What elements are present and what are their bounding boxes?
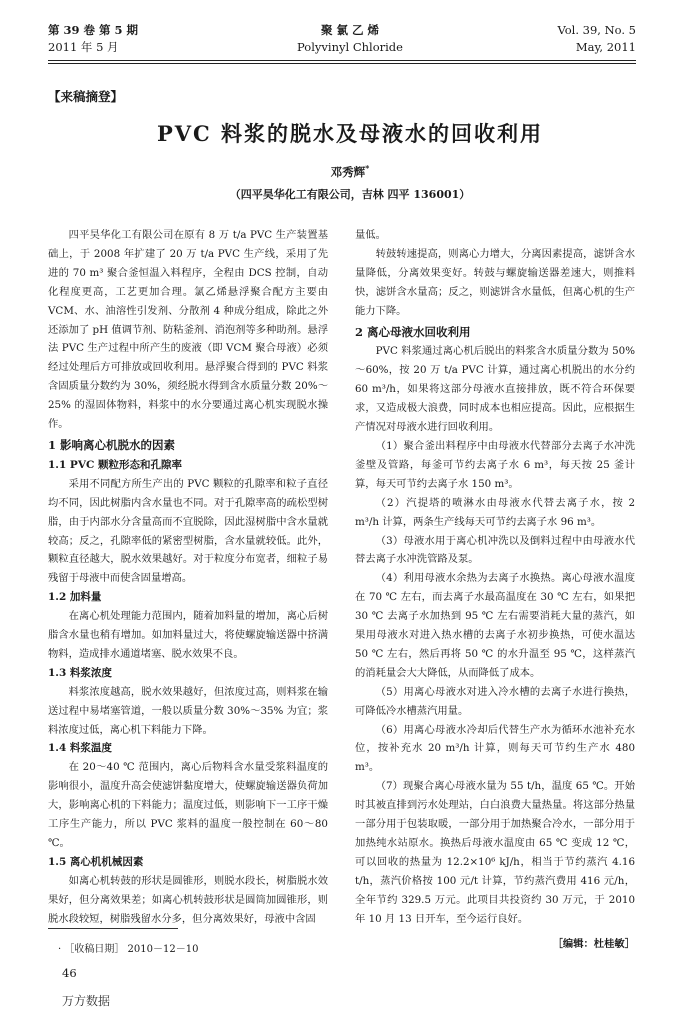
- heading-1-2: 1.2 加料量: [48, 591, 102, 604]
- author-mark: *: [365, 163, 370, 173]
- wanfang-watermark: 万方数据: [62, 994, 111, 1008]
- list-item-4: （4）利用母液水余热为去离子水换热。离心母液水温度在 70 ℃ 左右，而去离子水最高温度在 30 ℃ 左右，如果把 30 ℃ 去离子水加热到 95 ℃ 左右需要消耗大量的蒸汽，如果用母液水对进入热水槽的去离子水初步换热，可使水温达 50 ℃ 左右，然后再将 50 ℃ 的水升温至 95 ℃，这样蒸汽的消耗量会大大降低，从而降低了成本。: [355, 572, 635, 679]
- paragraph-1-5: 如离心机转鼓的形状是圆锥形，则脱水段长，树脂脱水效果好，但分离效果差；如离心机转鼓形状是圆筒加圆锥形，则脱水段较短，树脂残留水分多，但分离效果好，母液中含固: [48, 874, 328, 925]
- editor-credit: ［编辑：杜桂敏］: [552, 937, 635, 950]
- header-volume-cn: 第 39 卷 第 5 期: [48, 23, 139, 37]
- page-number: 46: [62, 966, 77, 980]
- heading-1: 1 影响离心机脱水的因素: [48, 437, 176, 452]
- header-date-en: May, 2011: [575, 40, 636, 54]
- intro-paragraph: 四平昊华化工有限公司在原有 8 万 t/a PVC 生产装置基础上，于 2008 年扩建了 20 万 t/a PVC 生产线，采用了先进的 70 m³ 聚合釜恒温入料程序，全程由 DCS 控制，自动化程度更高，工艺更加合理。氯乙烯悬浮聚合配方主要由 VCM、水、油溶性引发剂、分散剂 4 种成分组成，除此之外还添加了 pH 值调节剂、防粘釜剂、消泡剂等多种助剂。悬浮法 PVC 生产过程中所产生的废液（即 VCM 聚合母液）必须经过处理后方可排放或回收利用。悬浮聚合得到的 PVC 料浆含固质量分数约为 30%，须经脱水得到含水质量分数 20%～25% 的湿固体物料，料浆中的水分要通过离心机实现脱水操作。: [48, 229, 328, 431]
- right-column: [355, 226, 635, 953]
- paragraph-2-intro: PVC 料浆通过离心机后脱出的料浆含水质量分数为 50%～60%，按 20 万 t/a PVC 计算，通过离心机脱出的水分约 60 m³/h，如果将这部分母液水直接排放，既不符合环保要求，又造成极大浪费，同时成本也相应提高。因此，应根据生产情况对母液水进行回收利用。: [355, 345, 635, 434]
- affiliation: （四平昊华化工有限公司，吉林 四平 136001）: [229, 188, 471, 201]
- paragraph-1-4: 在 20～40 ℃ 范围内，离心后物料含水量受浆料温度的影响很小，温度升高会使滤饼黏度增大，使螺旋输送器负荷加大，影响离心机的下料能力；温度过低，则影响下一工序干燥工序生产能力，所以 PVC 浆料的温度一般控制在 60～80 ℃。: [48, 761, 328, 849]
- header-rule: [48, 60, 636, 61]
- article-title: PVC 料浆的脱水及母液水的回收利用: [156, 121, 544, 146]
- author-name: 邓秀辉: [330, 164, 366, 179]
- heading-1-3: 1.3 料浆浓度: [48, 666, 112, 679]
- footnote-received-date: · ［收稿日期］ 2010－12－10: [58, 944, 199, 955]
- paragraph-1-1: 采用不同配方所生产出的 PVC 颗粒的孔隙率和粒子直径均不同，因此树脂内含水量也不同。对于孔隙率高的疏松型树脂，由于内部水分含量高而不宜脱除，因此湿树脂中含水量就较高；反之，孔隙率低的紧密型树脂，含水量就较低。此外，颗粒直径越大，脱水效果越好。对于粒度分布宽者，细粒子易残留于母液中而使含固量增高。: [48, 477, 328, 585]
- heading-2: 2 离心母液水回收利用: [355, 324, 471, 339]
- paragraph-speed: 转鼓转速提高，则离心力增大，分离因素提高，滤饼含水量降低，分离效果变好。转鼓与螺旋输送器差速大，则推料快，滤饼含水量高；反之，则滤饼含水量低，但离心机的生产能力下降。: [355, 247, 635, 317]
- heading-1-1: 1.1 PVC 颗粒形态和孔隙率: [48, 458, 182, 471]
- header-date-cn: 2011 年 5 月: [48, 40, 119, 54]
- header-journal-cn: 聚 氯 乙 烯: [320, 23, 379, 37]
- list-item-6: （6）用离心母液水冷却后代替生产水为循环水池补充水位，按补充水 20 m³/h 计算，则每天可节约生产水 480 m³。: [355, 723, 635, 774]
- list-item-1: （1）聚合釜出料程序中由母液水代替部分去离子水冲洗釜壁及管路，每釜可节约去离子水 6 m³，每天按 25 釜计算，每天可节约去离子水 150 m³。: [355, 439, 635, 490]
- list-item-3: （3）母液水用于离心机冲洗以及倒料过程中由母液水代替去离子水冲洗管路及泵。: [355, 534, 635, 566]
- header-journal-en: Polyvinyl Chloride: [297, 40, 403, 54]
- continued-text: 量低。: [355, 229, 386, 241]
- list-item-5: （5）用离心母液水对进入冷水槽的去离子水进行换热，可降低冷水槽蒸汽用量。: [355, 685, 635, 717]
- header-rule-thin: [48, 63, 636, 64]
- heading-1-4: 1.4 料浆温度: [48, 742, 112, 755]
- heading-1-5: 1.5 离心机机械因素: [48, 855, 144, 868]
- section-tag: 【来稿摘登】: [48, 89, 124, 104]
- list-item-2: （2）汽提塔的喷淋水由母液水代替去离子水，按 2 m³/h 计算，两条生产线每天可节约去离子水 96 m³。: [355, 496, 635, 528]
- paragraph-1-2: 在离心机处理能力范围内，随着加料量的增加，离心后树脂含水量也稍有增加。如加料量过大，将使螺旋输送器中挤满物料，造成排水通道堵塞、脱水效果不良。: [48, 610, 328, 660]
- footnote-rule: [48, 928, 178, 929]
- header-volume-en: Vol. 39, No. 5: [557, 23, 636, 37]
- list-item-7: （7）现聚合离心母液水量为 55 t/h，温度 65 ℃。开始时其被直排到污水处理站，白白浪费大量热量。将这部分热量一部分用于包装取暖，一部分用于加热聚合冷水，一部分用于加热纯水站原水。换热后母液水温度由 65 ℃ 变成 12 ℃，可以回收的热量为 12.2×10⁶ kJ/h，相当于节约蒸汽 4.16 t/h，蒸汽价格按 100 元/t 计算，节约蒸汽费用 416 元/h，全年节约 329.5 万元。此项目共投资约 30 万元，于 2010 年 10 月 13 日开车，至今运行良好。: [355, 780, 635, 925]
- author-line: [0, 163, 700, 180]
- left-column: [48, 226, 328, 929]
- paragraph-1-3: 料浆浓度越高，脱水效果越好，但浓度过高，则料浆在输送过程中易堵塞管道，一般以质量分数 30%～35% 为宜；浆料浓度过低，离心机下料能力下降。: [48, 685, 328, 736]
